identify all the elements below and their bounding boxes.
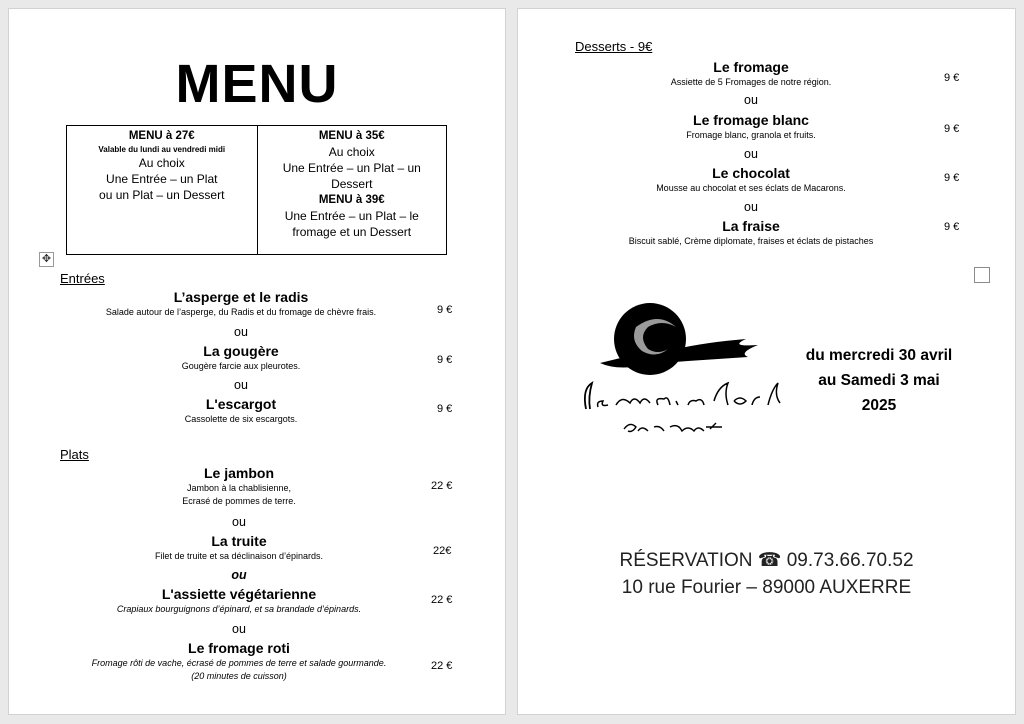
dish-dessert-1 xyxy=(568,59,934,89)
dish-name: La gougère xyxy=(203,343,279,359)
dish-description: Filet de truite et sa déclinaison d’épinards. xyxy=(154,551,324,561)
dish-plat-3 xyxy=(49,586,429,616)
dish-description: Assiette de 5 Fromages de notre région. xyxy=(670,77,832,87)
separator-or: ou xyxy=(744,147,758,161)
dish-description: Crapiaux bourguignons d’épinard, et sa brandade d’épinards. xyxy=(116,604,362,614)
dish-description: Fromage blanc, granola et fruits. xyxy=(686,130,816,140)
formula-line: Une Entrée – un Plat – le xyxy=(284,209,419,223)
menu-page-left xyxy=(8,8,506,715)
dish-name: La truite xyxy=(211,533,267,549)
dish-dessert-2 xyxy=(568,112,934,142)
dish-price: 9 € xyxy=(944,123,960,135)
formula-title: MENU à 39€ xyxy=(318,194,385,206)
snail-logo-icon xyxy=(578,297,788,447)
dish-name: L’asperge et le radis xyxy=(173,289,309,305)
section-label-desserts: Desserts - 9€ xyxy=(575,39,653,54)
dish-description: Fromage rôti de vache, écrasé de pommes de terre et salade gourmande. xyxy=(91,658,387,668)
dish-name: Le fromage roti xyxy=(188,640,290,656)
formula-cell-27 xyxy=(67,126,257,254)
formula-note: Valable du lundi au vendredi midi xyxy=(98,145,226,154)
section-label-plats: Plats xyxy=(60,447,89,462)
address: 10 rue Fourier – 89000 AUXERRE xyxy=(621,577,912,598)
formula-line: Au choix xyxy=(138,156,185,170)
event-dates xyxy=(804,343,954,418)
menu-title: MENU xyxy=(175,54,339,114)
dish-description: (20 minutes de cuisson) xyxy=(191,671,287,681)
dish-price: 9 € xyxy=(437,403,453,415)
table-move-handle-icon[interactable]: ✥ xyxy=(39,252,54,267)
dish-dessert-3 xyxy=(568,165,934,195)
dish-price: 22€ xyxy=(433,545,452,557)
formula-table xyxy=(66,125,447,255)
dish-price: 22 € xyxy=(431,480,453,492)
reservation-phone: RÉSERVATION ☎ 09.73.66.70.52 xyxy=(619,550,914,571)
dish-description: Biscuit sablé, Crème diplomate, fraises et éclats de pistaches xyxy=(628,236,874,246)
separator-or: ou xyxy=(232,622,246,636)
dish-price: 9 € xyxy=(944,172,960,184)
dish-description: Jambon à la chablisienne, xyxy=(186,483,292,493)
dish-price: 9 € xyxy=(437,354,453,366)
separator-or: ou xyxy=(234,325,248,339)
restaurant-logo xyxy=(578,297,788,447)
dish-plat-2 xyxy=(49,533,429,563)
contact-info xyxy=(518,547,1015,601)
separator-or: ou xyxy=(744,93,758,107)
separator-or: ou xyxy=(744,200,758,214)
dish-description: Mousse au chocolat et ses éclats de Macarons. xyxy=(656,183,846,193)
dish-description: Cassolette de six escargots. xyxy=(184,414,298,424)
date-line: 2025 xyxy=(861,397,897,414)
formula-line: ou un Plat – un Dessert xyxy=(99,188,225,202)
formula-line: Dessert xyxy=(331,177,373,191)
dish-description: Salade autour de l’asperge, du Radis et du fromage de chèvre frais. xyxy=(105,307,377,317)
separator-or: ou xyxy=(231,568,247,582)
dish-dessert-4 xyxy=(568,218,934,248)
dish-price: 22 € xyxy=(431,660,453,672)
dish-price: 9 € xyxy=(437,304,453,316)
dish-name: L'escargot xyxy=(205,396,277,412)
dish-entree-3 xyxy=(49,396,433,426)
formula-cell-35-39 xyxy=(257,126,447,254)
dish-entree-1 xyxy=(49,289,433,319)
dish-name: Le chocolat xyxy=(712,165,790,181)
dish-name: L'assiette végétarienne xyxy=(161,586,317,602)
formula-title: MENU à 35€ xyxy=(318,130,385,142)
dish-plat-4 xyxy=(49,640,429,683)
date-line: du mercredi 30 avril xyxy=(805,347,953,364)
formula-title: MENU à 27€ xyxy=(128,130,195,142)
dish-description: Ecrasé de pommes de terre. xyxy=(182,496,296,506)
dish-entree-2 xyxy=(49,343,433,373)
formula-line: Une Entrée – un Plat – un xyxy=(282,161,421,175)
checkbox[interactable] xyxy=(974,267,990,283)
formula-line: Une Entrée – un Plat xyxy=(106,172,218,186)
dish-name: Le jambon xyxy=(203,465,274,481)
formula-line: Au choix xyxy=(328,145,375,159)
dish-price: 9 € xyxy=(944,221,960,233)
separator-or: ou xyxy=(234,378,248,392)
dish-name: Le fromage blanc xyxy=(693,112,809,128)
dish-plat-1 xyxy=(49,465,429,508)
menu-page-right xyxy=(517,8,1016,715)
dish-description: Gougère farcie aux pleurotes. xyxy=(181,361,301,371)
dish-name: La fraise xyxy=(722,218,780,234)
dish-price: 9 € xyxy=(944,72,960,84)
section-label-entrees: Entrées xyxy=(60,271,105,286)
formula-line: fromage et un Dessert xyxy=(292,225,412,239)
dish-price: 22 € xyxy=(431,594,453,606)
separator-or: ou xyxy=(232,515,246,529)
date-line: au Samedi 3 mai xyxy=(818,372,940,389)
dish-name: Le fromage xyxy=(713,59,789,75)
